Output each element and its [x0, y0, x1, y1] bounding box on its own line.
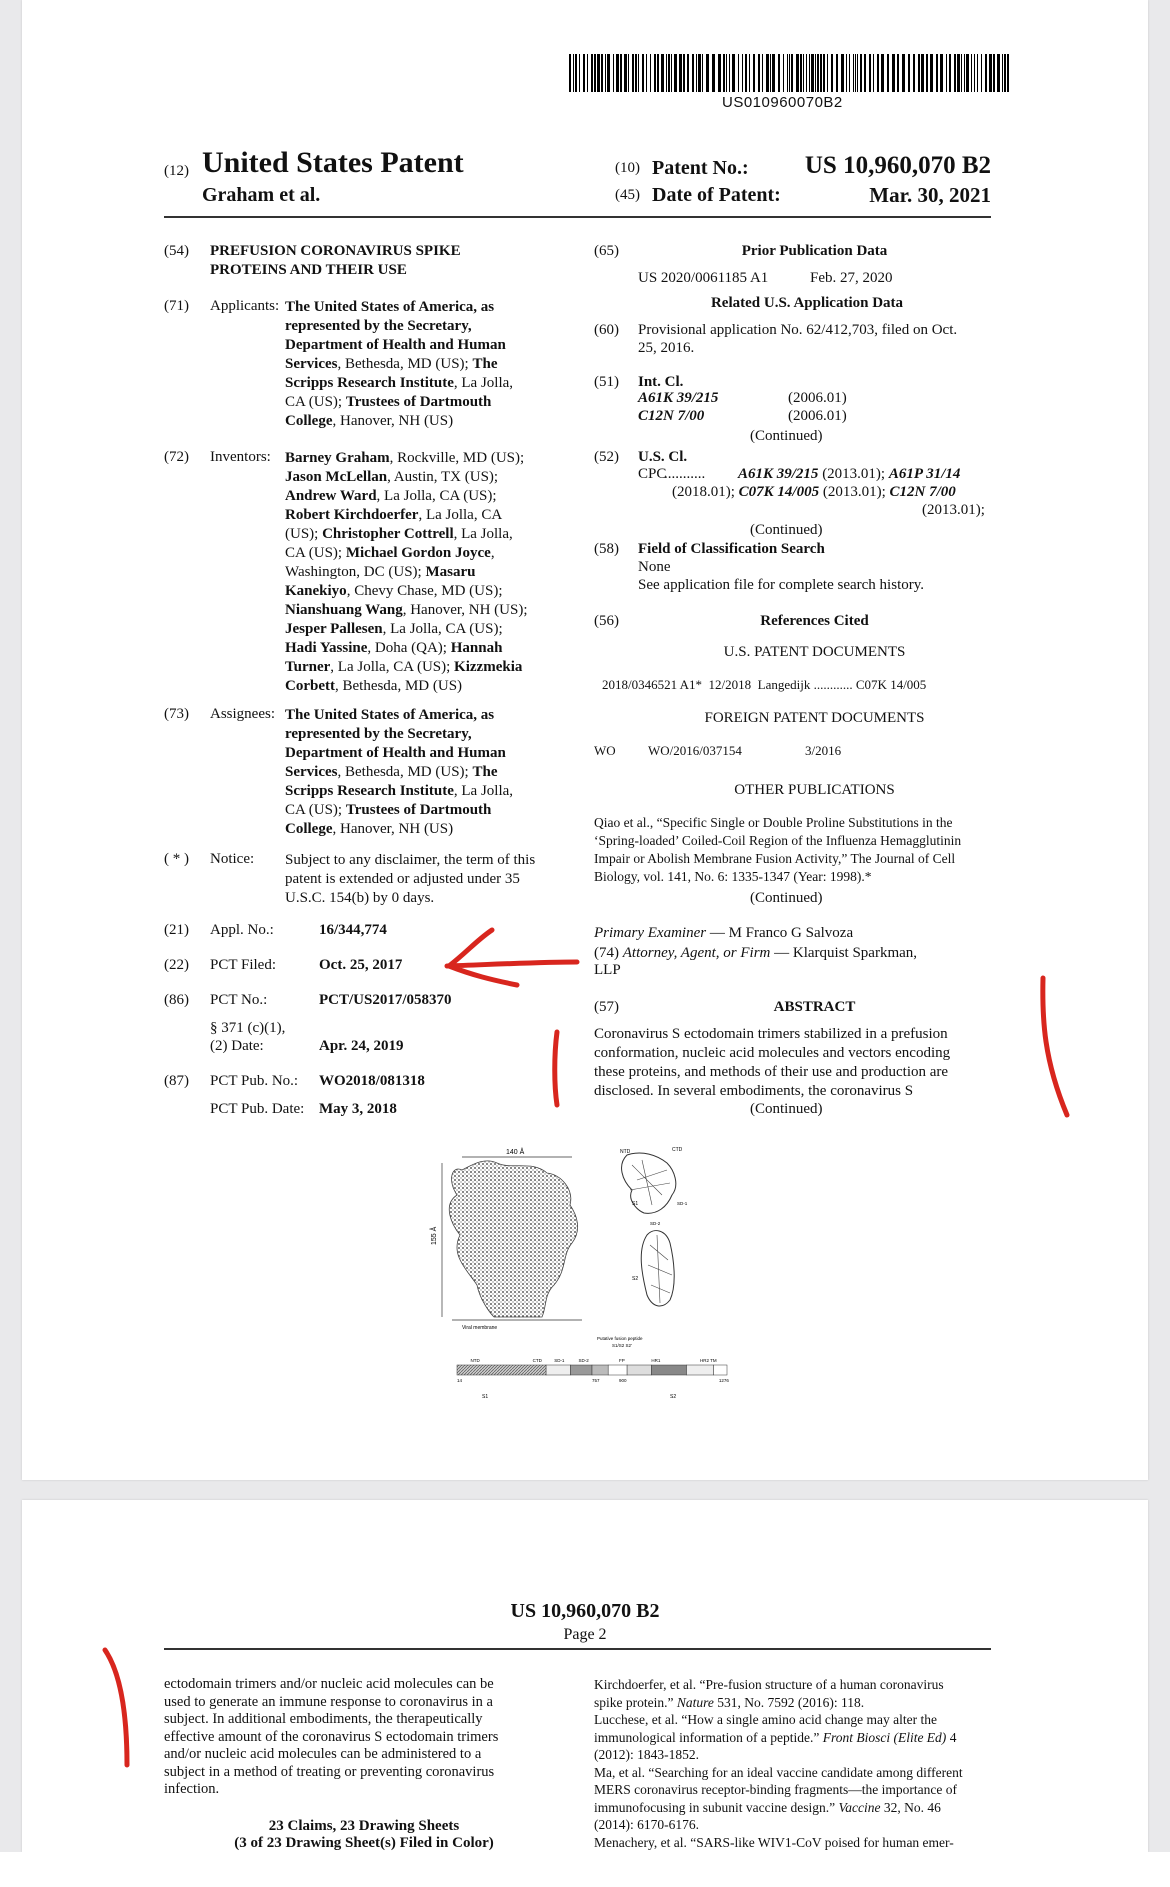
prior-pub-number: US 2020/0061185 A1: [638, 270, 769, 286]
prior-pub-date: Feb. 27, 2020: [810, 270, 893, 286]
domain-bar-number: 14: [457, 1378, 463, 1383]
p2right-line: immunological information of a peptide.” Front Biosci (Elite Ed) 4: [594, 1729, 957, 1745]
fusion-peptide-label: Putative fusion peptide: [597, 1336, 643, 1341]
sd2-label: SD-2: [650, 1221, 661, 1226]
applicants-line: College, Hanover, NH (US): [285, 413, 454, 429]
cpc-class-1-date: (2013.01);: [822, 466, 886, 482]
inventors-line: Turner, La Jolla, CA (US); Kizzmekia: [285, 659, 523, 675]
assignees-line: Department of Health and Human: [285, 745, 506, 761]
notice-line: U.S.C. 154(b) by 0 days.: [285, 890, 435, 906]
p2left-line: used to generate an immune response to coronavirus in a: [164, 1693, 493, 1710]
domain-bar-number: 1276: [718, 1378, 729, 1383]
pub-date: May 3, 2018: [319, 1101, 397, 1117]
attorney-code: (74): [594, 945, 619, 961]
foreign-docs-heading: FOREIGN PATENT DOCUMENTS: [704, 710, 925, 726]
field-label: Field of Classification Search: [638, 541, 825, 557]
pub-date-label: PCT Pub. Date:: [210, 1101, 305, 1117]
patent-type-title: United States Patent: [202, 146, 464, 179]
cpc-class-3: C07K 14/005: [738, 484, 820, 500]
continued-1: (Continued): [750, 428, 823, 444]
uscl-label: U.S. Cl.: [638, 449, 688, 465]
s2-label: S2: [632, 1276, 639, 1282]
patent-page-2: [22, 1500, 1148, 1852]
p2right-line: spike protein.” Nature 531, No. 7592 (2016): 118.: [594, 1694, 865, 1710]
assignees-line: College, Hanover, NH (US): [285, 821, 454, 837]
notice-label: Notice:: [210, 851, 255, 867]
related-heading: Related U.S. Application Data: [710, 295, 904, 311]
membrane-label: Viral membrane: [462, 1325, 498, 1331]
domain-bar-label: CTD: [532, 1358, 542, 1363]
cpc-class-4-date: (2013.01);: [922, 502, 985, 518]
assignees-line: Scripps Research Institute, La Jolla,: [285, 783, 514, 799]
cpc-class-3-date: (2013.01);: [822, 484, 886, 500]
assignees-line: represented by the Secretary,: [285, 726, 472, 742]
dimension-top: 140 Å: [506, 1149, 525, 1156]
pct-filed-date: Oct. 25, 2017: [319, 957, 403, 973]
patent-no-code: (10): [615, 160, 640, 176]
p2right-line: immunofocusing in subunit vaccine design.” Vaccine 32, No. 46: [594, 1799, 941, 1815]
date-of-patent: Mar. 30, 2021: [869, 183, 991, 207]
type-code: (12): [164, 163, 189, 179]
domain-bar-label: NTD: [470, 1358, 480, 1363]
notice-line: Subject to any disclaimer, the term of this: [285, 852, 536, 868]
inventors-line: (US); Christopher Cottrell, La Jolla,: [285, 526, 513, 542]
s371-line-2: (2) Date:: [210, 1038, 264, 1054]
p2right-line: (2012): 1843-1852.: [594, 1747, 699, 1762]
date-code: (45): [615, 187, 640, 203]
claims-line-1: 23 Claims, 23 Drawing Sheets: [268, 1818, 460, 1834]
invention-title-line-1: PREFUSION CORONAVIRUS SPIKE: [210, 243, 461, 259]
applicants-line: Department of Health and Human: [285, 337, 506, 353]
cpc-dots: ...........: [664, 466, 706, 482]
refs-code: (56): [594, 613, 619, 629]
cpc-class-4: C12N 7/00: [889, 484, 956, 500]
patent-page-1: [22, 0, 1148, 1480]
appl-label: Appl. No.:: [210, 922, 274, 938]
inventors-line: Jesper Pallesen, La Jolla, CA (US);: [285, 621, 503, 637]
domain-bar-label: HR2 TM: [700, 1358, 717, 1363]
prov-line-1: Provisional application No. 62/412,703, filed on Oct.: [638, 322, 958, 338]
abstract-code: (57): [594, 999, 619, 1015]
p2right-line: Kirchdoerfer, et al. “Pre-fusion structure of a human coronavirus: [594, 1677, 944, 1692]
assignees-label: Assignees:: [210, 706, 275, 722]
inventors-line: Kanekiyo, Chevy Chase, MD (US);: [285, 583, 503, 599]
p2left-line: and/or nucleic acid molecules can be administered to a: [164, 1746, 482, 1762]
prov-code: (60): [594, 322, 619, 338]
assignees-line: CA (US); Trustees of Dartmouth: [285, 802, 492, 818]
continued-4: (Continued): [750, 1101, 823, 1117]
applicants-line: The United States of America, as: [285, 299, 495, 315]
applicants-line: Scripps Research Institute, La Jolla,: [285, 375, 514, 391]
p2left-line: ectodomain trimers and/or nucleic acid molecules can be: [164, 1676, 494, 1692]
applicants-code: (71): [164, 298, 189, 314]
domain-bar-label: SD-1: [554, 1358, 565, 1363]
applicants-line: represented by the Secretary,: [285, 318, 472, 334]
patent-no-label: Patent No.:: [652, 157, 749, 179]
intcl-2-date: (2006.01): [788, 408, 847, 424]
domain-bar-number: 900: [619, 1378, 627, 1383]
date-of-patent-label: Date of Patent:: [652, 184, 781, 206]
red-mark-center: [555, 1032, 557, 1105]
us-doc-name: Langedijk: [757, 677, 811, 692]
p2right-line: Menachery, et al. “SARS-like WIV1-CoV poised for human emer-: [594, 1834, 954, 1850]
other-pubs-heading: OTHER PUBLICATIONS: [734, 782, 895, 798]
cpc-class-1: A61K 39/215: [738, 466, 819, 482]
notice-code: ( * ): [164, 851, 189, 867]
pct-filed-code: (22): [164, 957, 189, 973]
intcl-2: C12N 7/00: [638, 408, 705, 424]
field-see: See application file for complete search history.: [638, 577, 925, 593]
pub-number: WO2018/081318: [319, 1073, 425, 1089]
p2left-line: subject in a method of treating or preventing coronavirus: [164, 1763, 495, 1780]
us-doc-dots: ............: [813, 677, 853, 692]
pct-filed-label: PCT Filed:: [210, 957, 276, 973]
dimension-side: 155 Å: [431, 1226, 438, 1245]
field-none: None: [638, 559, 671, 575]
wo-label: WO: [594, 743, 616, 758]
abstract-line: Coronavirus S ectodomain trimers stabilized in a prefusion: [594, 1026, 948, 1042]
us-docs-heading: U.S. PATENT DOCUMENTS: [723, 644, 906, 660]
abstract-line: these proteins, and methods of their use and production are: [594, 1064, 949, 1080]
assignees-line: The United States of America, as: [285, 707, 495, 723]
p2left-line: subject. In additional embodiments, the therapeutically: [164, 1711, 483, 1727]
domain-bar-number: 757: [592, 1378, 600, 1383]
assignees-line: Services, Bethesda, MD (US); The: [285, 764, 498, 780]
pub-no-label: PCT Pub. No.:: [210, 1073, 299, 1089]
sd1-label: SD-1: [677, 1201, 688, 1206]
examiner-label: Primary Examiner: [594, 925, 707, 941]
attorney-name: — Klarquist Sparkman,: [774, 945, 918, 961]
refs-heading: References Cited: [760, 613, 869, 629]
examiner-name: — M Franco G Salvoza: [709, 925, 854, 941]
p2right-line: Lucchese, et al. “How a single amino acid change may alter the: [594, 1712, 937, 1727]
attorney-label: Attorney, Agent, or Firm: [622, 945, 771, 961]
p2right-line: (2014): 6170-6176.: [594, 1817, 699, 1832]
wo-number: WO/2016/037154: [648, 743, 742, 758]
us-doc-date: 12/2018: [708, 677, 752, 692]
otherpubs-line: Biology, vol. 141, No. 6: 1335-1347 (Year: 1998).*: [594, 869, 872, 884]
us-doc-class: C07K 14/005: [855, 677, 927, 692]
otherpubs-line: ‘Spring-loaded’ Coiled-Coil Region of the Influenza Hemagglutinin: [594, 833, 962, 848]
inventors-line: CA (US); Michael Gordon Joyce,: [285, 545, 495, 561]
inventors-line: Andrew Ward, La Jolla, CA (US);: [285, 488, 497, 504]
domain-s1: S1: [482, 1394, 489, 1400]
s371-line-1: § 371 (c)(1),: [210, 1020, 286, 1036]
abstract-line: disclosed. In several embodiments, the coronavirus S: [594, 1083, 914, 1099]
notice-line: patent is extended or adjusted under 35: [285, 871, 520, 887]
prior-heading: Prior Publication Data: [741, 243, 888, 259]
assignees-code: (73): [164, 706, 189, 722]
appl-number: 16/344,774: [319, 922, 387, 938]
intcl-1: A61K 39/215: [638, 390, 719, 406]
patent-number: US 10,960,070 B2: [804, 152, 991, 179]
ctd-label: CTD: [672, 1147, 683, 1153]
p2right-line: Ma, et al. “Searching for an ideal vaccine candidate among different: [594, 1764, 963, 1780]
pct-no-label: PCT No.:: [210, 992, 268, 1008]
continued-3: (Continued): [750, 890, 823, 906]
domain-bar-label: SD-2: [578, 1358, 589, 1363]
cpc-class-2-date: (2018.01);: [672, 484, 735, 500]
intcl-code: (51): [594, 374, 619, 390]
invention-title-line-2: PROTEINS AND THEIR USE: [210, 262, 407, 278]
cpc-label: CPC: [638, 466, 667, 482]
p2left-line: infection.: [164, 1781, 220, 1797]
barcode-number: US010960070B2: [722, 94, 843, 111]
s1-label: S1: [632, 1201, 639, 1207]
red-arrow: [447, 930, 577, 985]
applicants-label: Applicants:: [210, 298, 280, 314]
applicants-line: CA (US); Trustees of Dartmouth: [285, 394, 492, 410]
intcl-1-date: (2006.01): [788, 390, 847, 406]
inventors-line: Nianshuang Wang, Hanover, NH (US);: [285, 602, 528, 618]
inventors-label: Inventors:: [210, 449, 271, 465]
title-code: (54): [164, 243, 189, 259]
us-doc-number: 2018/0346521 A1*: [602, 677, 703, 692]
prior-code: (65): [594, 243, 619, 259]
p2right-line: MERS coronavirus receptor-binding fragments—the importance of: [594, 1782, 958, 1797]
wo-date: 3/2016: [805, 743, 842, 758]
s371-date: Apr. 24, 2019: [319, 1038, 404, 1054]
attorney-llp: LLP: [594, 962, 621, 978]
inventors-short: Graham et al.: [202, 184, 321, 206]
inventors-line: Barney Graham, Rockville, MD (US);: [285, 450, 525, 466]
bottom-bar: [0, 1852, 1170, 1887]
inventors-line: Hadi Yassine, Doha (QA); Hannah: [285, 640, 503, 656]
inventors-line: Jason McLellan, Austin, TX (US);: [285, 469, 499, 485]
inventors-line: Corbett, Bethesda, MD (US): [285, 678, 463, 694]
page2-patent-number: US 10,960,070 B2: [510, 1600, 660, 1622]
appl-code: (21): [164, 922, 189, 938]
pct-number: PCT/US2017/058370: [319, 992, 452, 1008]
prov-line-2: 25, 2016.: [638, 340, 695, 356]
red-annotations: [22, 0, 1148, 1480]
red-annotation-page2: [22, 1500, 1148, 1852]
inventors-line: Washington, DC (US); Masaru: [285, 564, 476, 580]
inventors-line: Robert Kirchdoerfer, La Jolla, CA: [285, 507, 503, 523]
pub-no-code: (87): [164, 1073, 189, 1089]
p2left-line: effective amount of the coronavirus S ectodomain trimers: [164, 1728, 499, 1745]
pct-no-code: (86): [164, 992, 189, 1008]
domain-bar-label: FP: [619, 1358, 625, 1363]
intcl-label: Int. Cl.: [638, 374, 684, 390]
applicants-line: Services, Bethesda, MD (US); The: [285, 356, 498, 372]
inventors-code: (72): [164, 449, 189, 465]
domain-s2: S2: [670, 1394, 677, 1400]
continued-2: (Continued): [750, 522, 823, 538]
page2-page-label: Page 2: [563, 1626, 607, 1643]
red-mark-right: [1043, 978, 1067, 1115]
claims-line-2: (3 of 23 Drawing Sheet(s) Filed in Color): [234, 1835, 494, 1851]
abstract-heading: ABSTRACT: [773, 999, 856, 1015]
ntd-label: NTD: [620, 1149, 631, 1155]
red-mark-left: [105, 1650, 127, 1765]
uscl-code: (52): [594, 449, 619, 465]
domain-bar-label: HR1: [651, 1358, 661, 1363]
otherpubs-line: Impair or Abolish Membrane Fusion Activity,” The Journal of Cell: [594, 851, 956, 866]
field-code: (58): [594, 541, 619, 557]
abstract-line: conformation, nucleic acid molecules and vectors encoding: [594, 1045, 951, 1061]
cleavage-label: S1/S2 S2': [612, 1343, 632, 1348]
otherpubs-line: Qiao et al., “Specific Single or Double Proline Substitutions in the: [594, 815, 953, 830]
cpc-class-2: A61P 31/14: [888, 466, 961, 482]
